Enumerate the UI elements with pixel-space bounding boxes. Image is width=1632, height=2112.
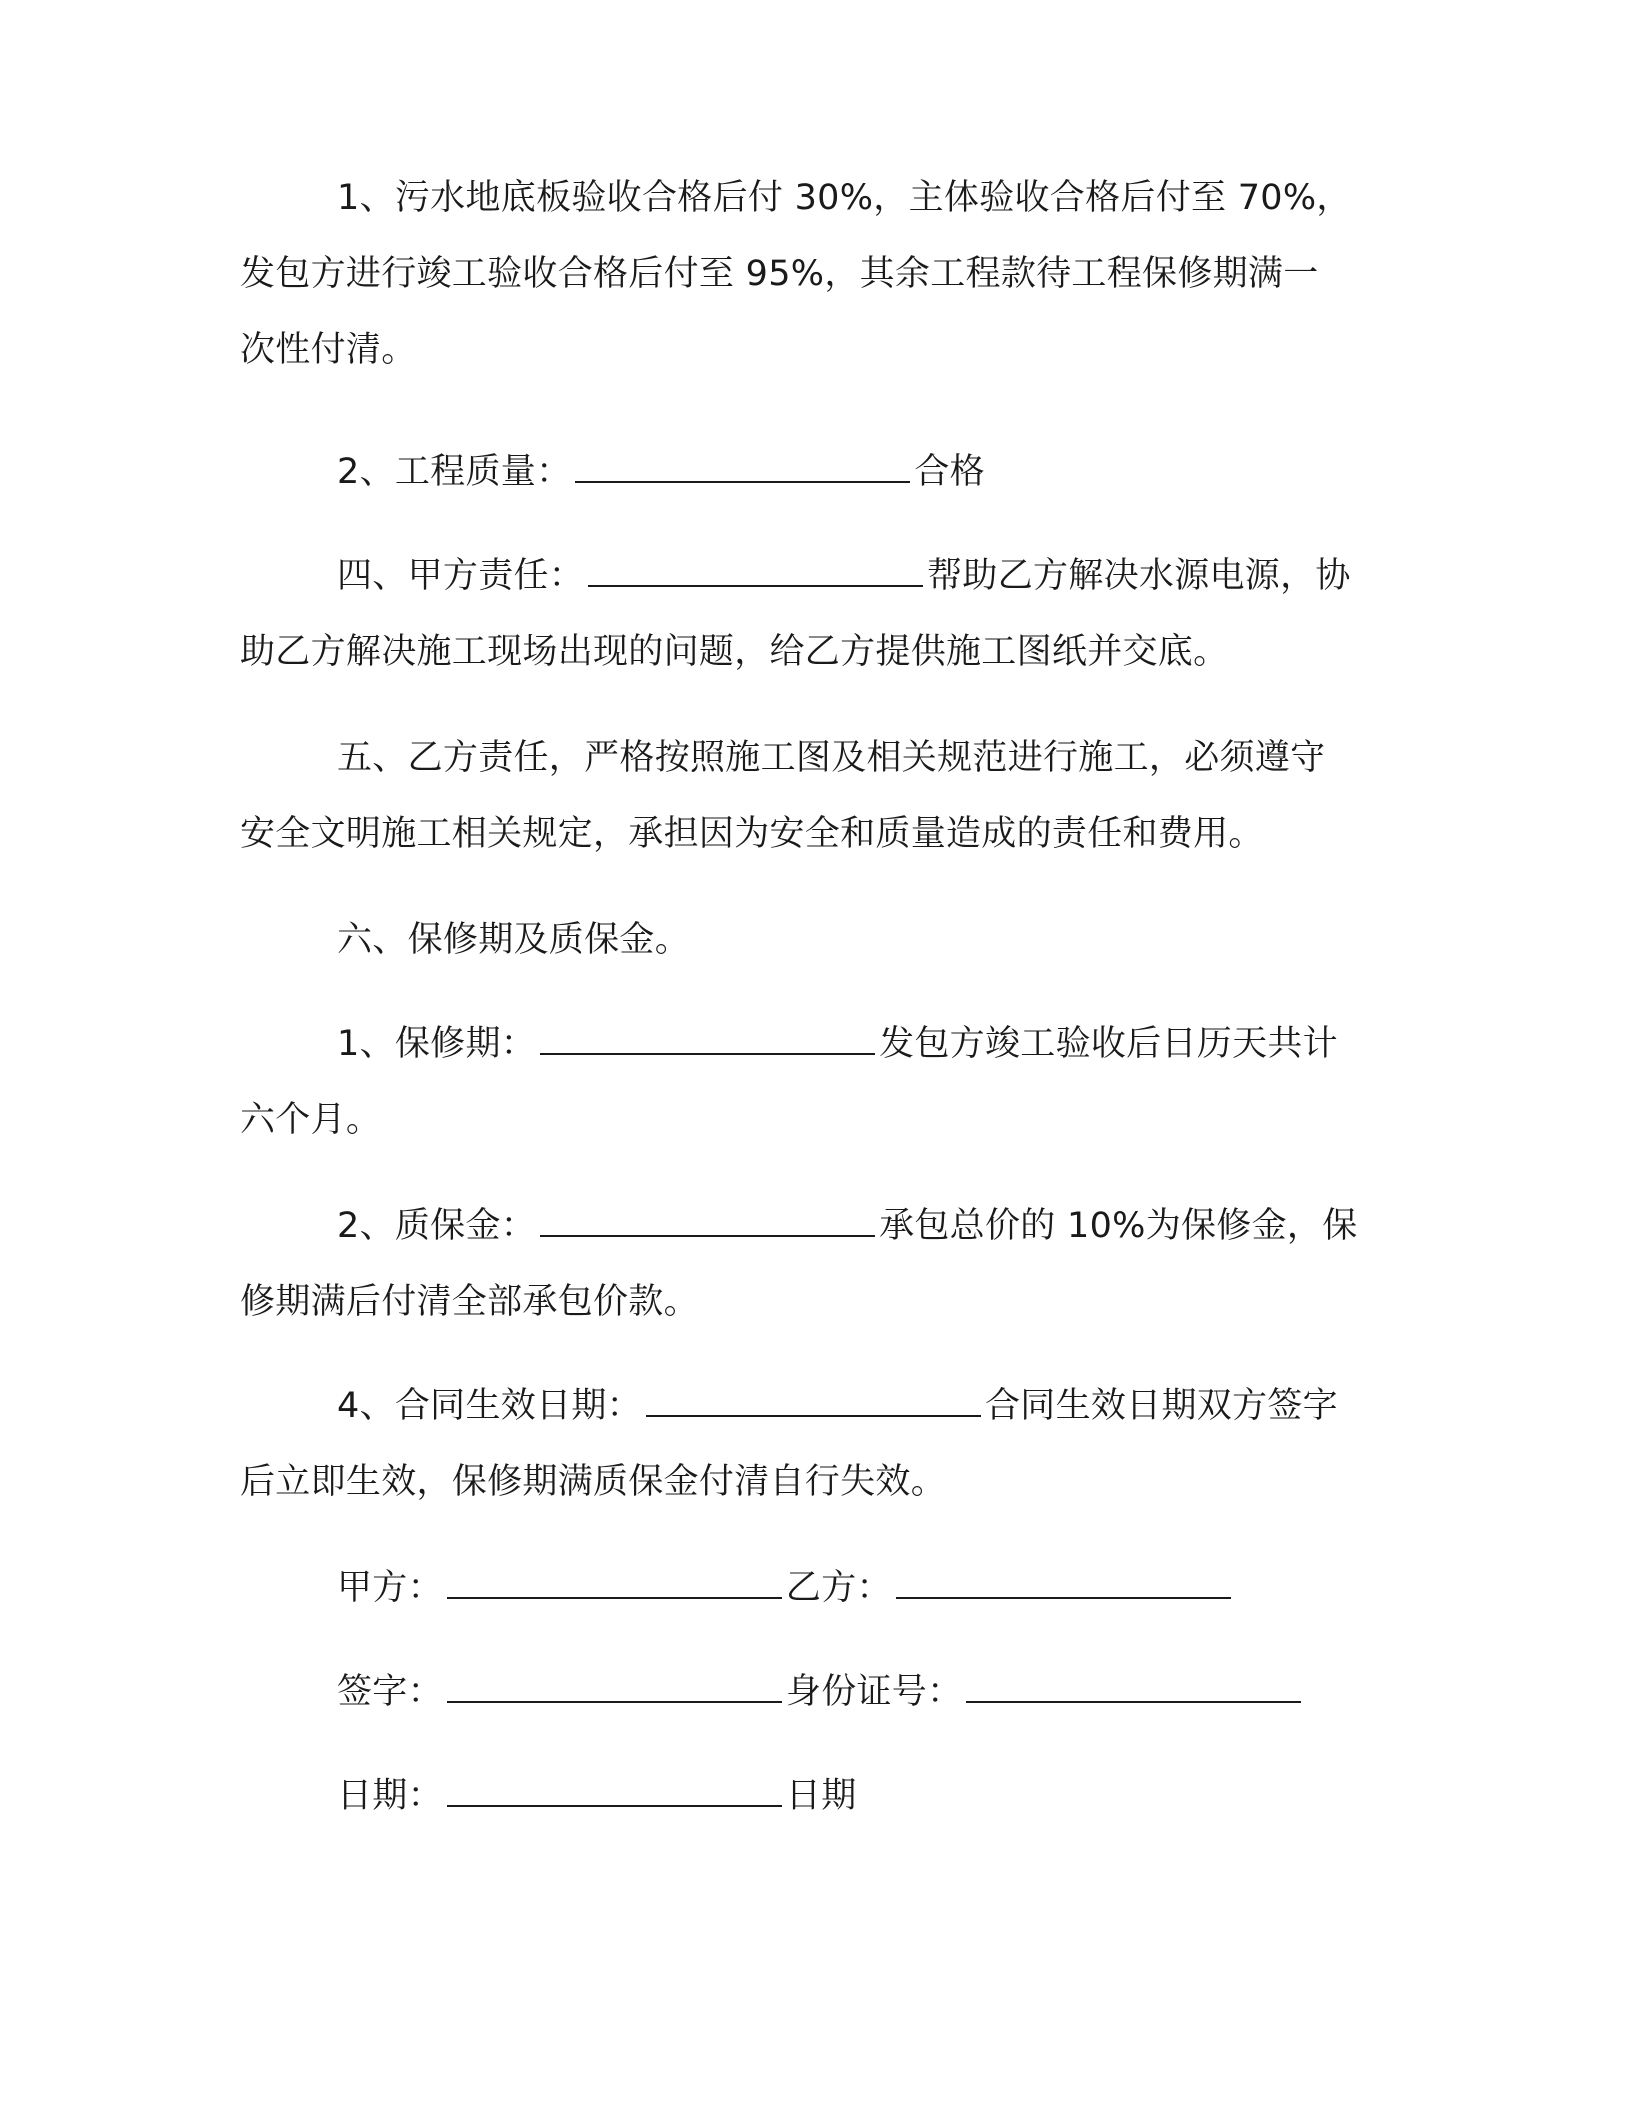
party-a-blank-line bbox=[447, 1596, 782, 1599]
signature-sign-row bbox=[240, 1654, 1370, 1730]
clause-party-a-label: 四、甲方责任： bbox=[337, 556, 585, 596]
sign-label: 签字： bbox=[337, 1672, 443, 1712]
clause-party-b-line-1: 五、乙方责任，严格按照施工图及相关规范进行施工，必须遵守 bbox=[337, 738, 1326, 778]
id-number-label: 身份证号： bbox=[785, 1672, 963, 1712]
clause-deposit-line-2: 修期满后付清全部承包价款。 bbox=[240, 1282, 699, 1322]
deposit-blank-line bbox=[540, 1234, 875, 1237]
clause-quality-label: 2、工程质量： bbox=[337, 452, 572, 492]
clause-payment-line-1: 1、污水地底板验收合格后付 30%，主体验收合格后付至 70%， bbox=[337, 178, 1352, 218]
party-a-duty-blank-line bbox=[588, 584, 923, 587]
clause-warranty-period-label: 1、保修期： bbox=[337, 1024, 537, 1064]
clause-effective-label: 4、合同生效日期： bbox=[337, 1386, 642, 1426]
clause-effective bbox=[240, 1368, 1370, 1520]
clause-quality-value: 合格 bbox=[914, 452, 985, 492]
clause-party-b-line-2: 安全文明施工相关规定，承担因为安全和质量造成的责任和费用。 bbox=[240, 814, 1264, 854]
clause-deposit-line-1-text: 承包总价的 10%为保修金，保 bbox=[879, 1206, 1358, 1246]
effective-date-blank-line bbox=[646, 1414, 981, 1417]
clause-deposit-label: 2、质保金： bbox=[337, 1206, 537, 1246]
clause-party-a-line-2: 助乙方解决施工现场出现的问题，给乙方提供施工图纸并交底。 bbox=[240, 632, 1229, 672]
clause-effective-line-2: 后立即生效，保修期满质保金付清自行失效。 bbox=[240, 1462, 947, 1502]
clause-warranty-period-line-2: 六个月。 bbox=[240, 1100, 382, 1140]
date-suffix: 日期 bbox=[785, 1776, 857, 1816]
party-b-blank-line bbox=[896, 1596, 1231, 1599]
party-a-label: 甲方： bbox=[337, 1568, 443, 1608]
signature-date-row bbox=[240, 1758, 1370, 1834]
clause-effective-line-1-text: 合同生效日期双方签字 bbox=[984, 1386, 1338, 1426]
date-blank-line bbox=[447, 1804, 782, 1807]
clause-quality bbox=[240, 434, 1370, 510]
sign-blank-line bbox=[447, 1700, 782, 1703]
clause-payment-line-2: 发包方进行竣工验收合格后付至 95%，其余工程款待工程保修期满一 bbox=[240, 254, 1319, 294]
clause-payment-line-3: 次性付清。 bbox=[240, 330, 417, 370]
date-label: 日期： bbox=[337, 1776, 443, 1816]
signature-party-row bbox=[240, 1550, 1370, 1626]
clause-deposit bbox=[240, 1188, 1370, 1340]
clause-party-a-line-1-text: 帮助乙方解决水源电源，协 bbox=[927, 556, 1351, 596]
party-b-label: 乙方： bbox=[785, 1568, 892, 1608]
clause-party-a bbox=[240, 538, 1370, 690]
clause-warranty-heading: 六、保修期及质保金。 bbox=[337, 920, 691, 960]
clause-warranty-period bbox=[240, 1006, 1370, 1158]
clause-warranty-period-line-1-text: 发包方竣工验收后日历天共计 bbox=[879, 1024, 1338, 1064]
warranty-period-blank-line bbox=[540, 1052, 875, 1055]
quality-blank-line bbox=[575, 480, 910, 483]
clause-party-b bbox=[240, 720, 1370, 872]
id-number-blank-line bbox=[966, 1700, 1301, 1703]
clause-payment bbox=[240, 160, 1370, 388]
